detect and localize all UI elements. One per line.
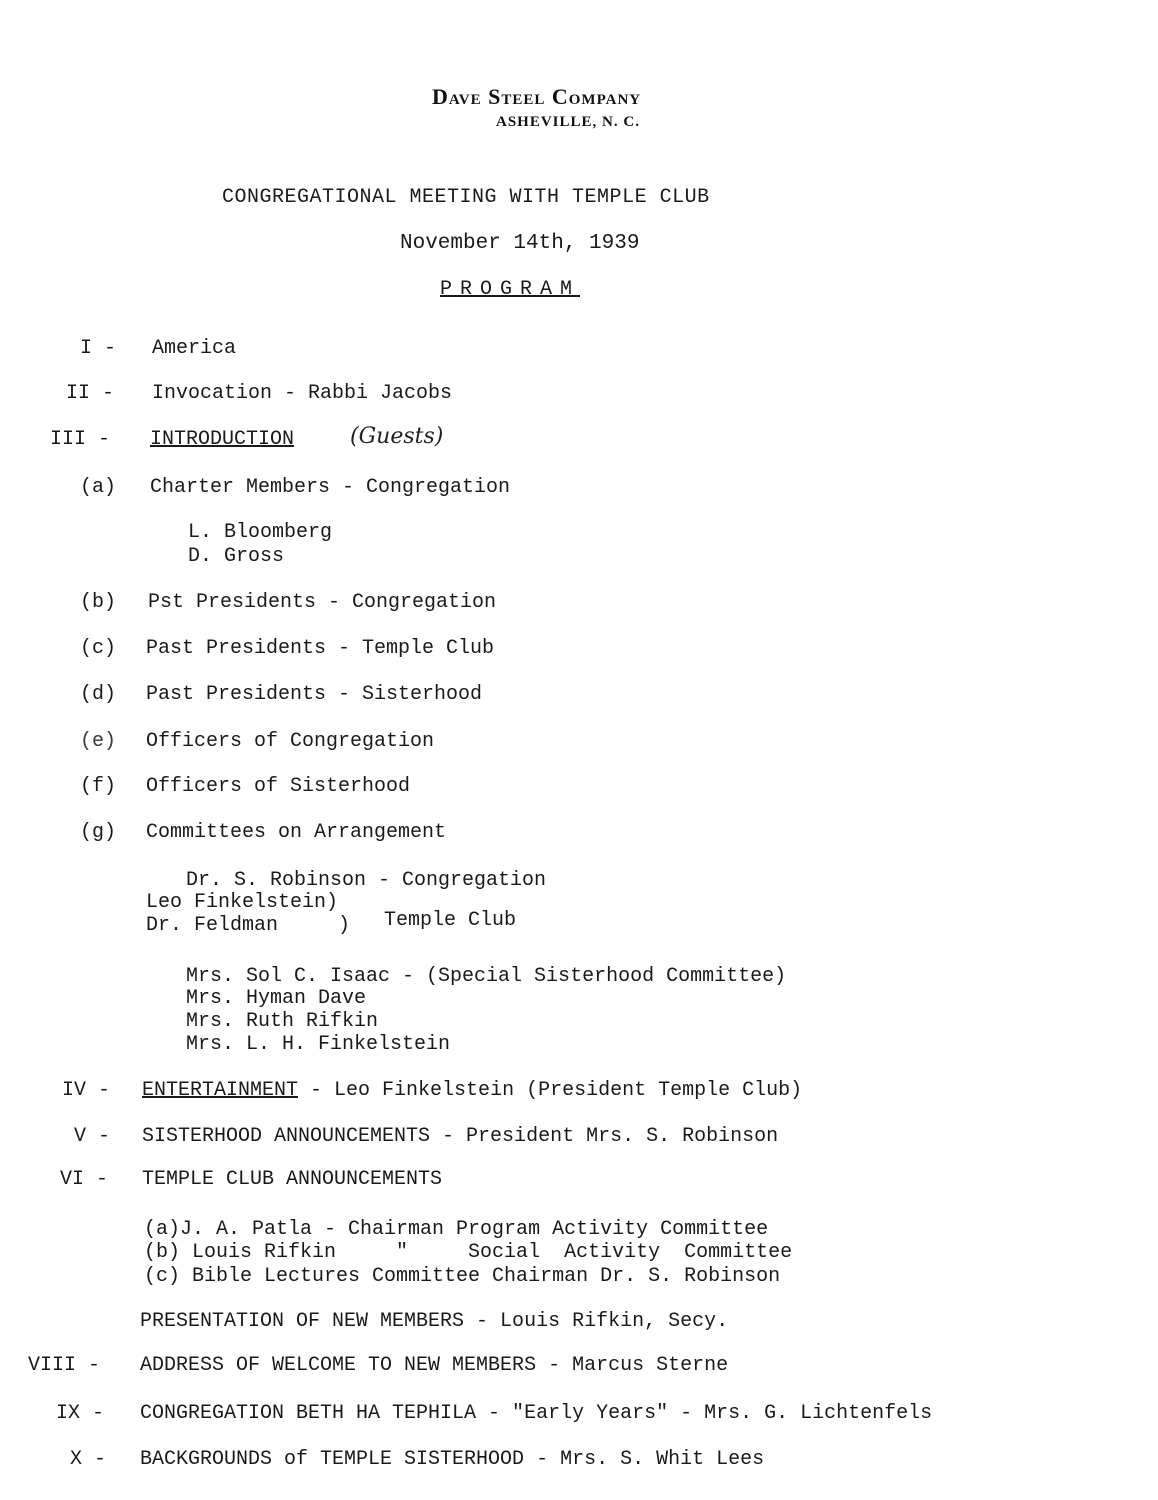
sub-item-letter: (c) [80,637,117,660]
sub-item-text: Past Presidents - Sisterhood [146,683,483,706]
sub-item-letter: (d) [80,683,117,706]
announcement: (c) Bible Lectures Committee Chairman Dr. S. Robinson [144,1265,781,1288]
item-text: SISTERHOOD ANNOUNCEMENTS - President Mrs. S. Robinson [142,1125,779,1148]
item-text: America [152,337,237,360]
committee-member: Mrs. Sol C. Isaac - (Special Sisterhood Committee) [186,965,787,988]
document-title: CONGREGATIONAL MEETING WITH TEMPLE CLUB [222,186,710,209]
item-number: V - [74,1125,111,1148]
announcement: (b) Louis Rifkin " Social Activity Committee [144,1241,793,1264]
sub-item-letter: (e) [80,730,117,753]
sub-item-text: Past Presidents - Temple Club [146,637,495,660]
letterhead-city: ASHEVILLE, N. C. [496,114,640,130]
item-label: ENTERTAINMENT [142,1079,299,1102]
committee-group: Temple Club [384,909,517,932]
handwritten-note: (Guests) [350,424,444,449]
sub-item-text: Committees on Arrangement [146,821,447,844]
committee-member: Dr. S. Robinson - Congregation [186,869,547,892]
member-name: L. Bloomberg [188,521,333,544]
sub-item-letter: (g) [80,821,117,844]
item-number: VI - [60,1168,109,1191]
item-text: Invocation - Rabbi Jacobs [152,382,453,405]
document-date: November 14th, 1939 [400,232,640,255]
committee-member: Dr. Feldman ) [146,914,351,937]
committee-member: Mrs. Hyman Dave [186,987,367,1010]
item-rest: - Leo Finkelstein (President Temple Club) [298,1079,803,1102]
item-number: IX - [56,1402,105,1425]
sub-item-text: Pst Presidents - Congregation [148,591,497,614]
item-number: I - [80,337,117,360]
item-number: III - [50,428,111,451]
sub-item-letter: (b) [80,591,117,614]
committee-member: Mrs. Ruth Rifkin [186,1010,379,1033]
item-text: CONGREGATION BETH HA TEPHILA - "Early Years" - Mrs. G. Lichtenfels [140,1402,933,1425]
committee-member: Mrs. L. H. Finkelstein [186,1033,451,1056]
item-text [142,1079,802,1102]
sub-item-letter: (f) [80,775,117,798]
item-text: PRESENTATION OF NEW MEMBERS - Louis Rifkin, Secy. [140,1310,729,1333]
item-text: BACKGROUNDS of TEMPLE SISTERHOOD - Mrs. S. Whit Lees [140,1448,765,1471]
committee-member: Leo Finkelstein) [146,891,339,914]
program-heading: PROGRAM [440,278,581,301]
letterhead-company: Dave Steel Company [432,84,642,109]
sub-item-text: Charter Members - Congregation [150,476,511,499]
item-text: ADDRESS OF WELCOME TO NEW MEMBERS - Marcus Sterne [140,1354,729,1377]
item-number: X - [70,1448,107,1471]
sub-item-text: Officers of Sisterhood [146,775,411,798]
item-number: II - [66,382,115,405]
sub-item-text: Officers of Congregation [146,730,435,753]
item-number: IV - [62,1079,111,1102]
announcement: (a)J. A. Patla - Chairman Program Activity Committee [144,1218,769,1241]
sub-item-letter: (a) [80,476,117,499]
item-number: VIII - [28,1354,101,1377]
member-name: D. Gross [188,545,285,568]
item-text: TEMPLE CLUB ANNOUNCEMENTS [142,1168,443,1191]
item-text: INTRODUCTION [150,428,295,451]
